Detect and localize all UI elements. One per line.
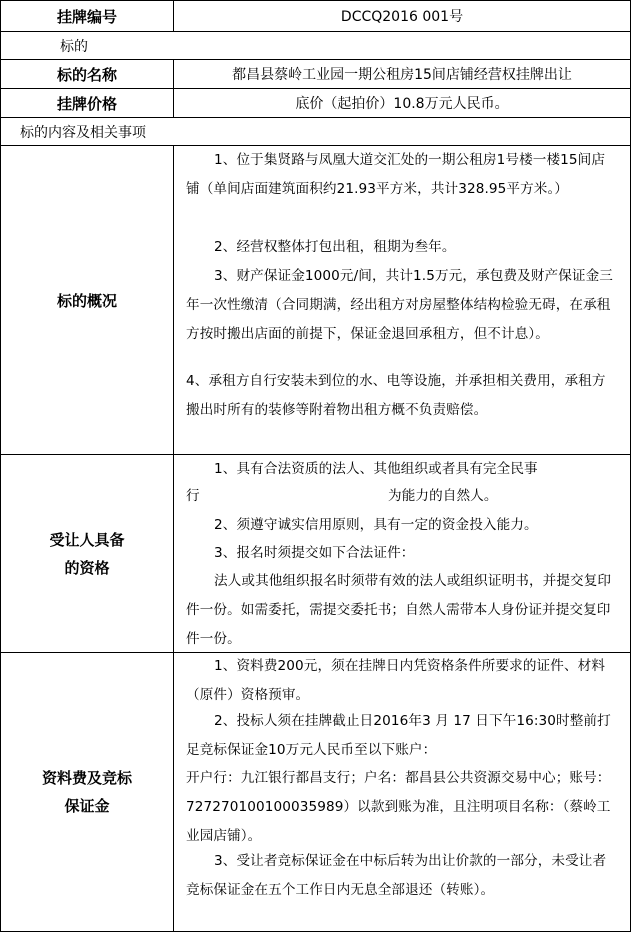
overview-label: 标的概况 xyxy=(56,291,117,310)
overview-item-2: 2、经营权整体打包出租，租期为叁年。 xyxy=(214,239,456,255)
fees-item-1: 1、资料费200元，须在挂牌日内凭资格条件所要求的证件、材料（原件）资格预审。 xyxy=(186,658,606,703)
qualification-item-1a: 1、具有合法资质的法人、其他组织或者具有完全民事 xyxy=(214,461,538,477)
fees-label xyxy=(1,653,173,931)
qualification-label-line2: 的资格 xyxy=(64,558,110,577)
qualification-label xyxy=(1,455,173,652)
overview-item-3: 3、财产保证金1000元/间，共计1.5万元，承包费及财产保证金三年一次性缴清（合同期满，经出租方对房屋整体结构检验无碍，在承租方按时搬出店面的前提下，保证金退回承租方，但不计息）。 xyxy=(186,268,613,342)
listing-price-value: 底价（起拍价）10.8万元人民币。 xyxy=(295,96,509,112)
overview-item-1: 1、位于集贤路与凤凰大道交汇处的一期公租房1号楼一楼15间店铺（单间店面建筑面积约21.93平方米，共计328.95平方米。） xyxy=(186,152,606,197)
fees-item-2: 2、投标人须在挂牌截止日2016年3 月 17 日下午16:30时整前打足竞标保证金10万元人民币至以下账户： xyxy=(186,713,611,758)
subject-name-value: 都昌县蔡岭工业园一期公租房15间店铺经营权挂牌出让 xyxy=(232,67,572,83)
qualification-item-4: 法人或其他组织报名时须带有效的法人或组织证明书，并提交复印件一份。如需委托，需提交委托书；自然人需带本人身份证并提交复印件一份。 xyxy=(186,573,612,647)
listing-number-label: 挂牌编号 xyxy=(56,7,117,26)
qualification-item-1b-left: 行 xyxy=(186,488,200,504)
fees-item-4: 3、受让者竞标保证金在中标后转为出让价款的一部分，未受让者竞标保证金在五个工作日内无息全部退还（转账）。 xyxy=(186,853,607,898)
fees-item-3: 开户行：九江银行都昌支行；户名：都昌县公共资源交易中心；账号：727270100100035989）以款到账为准，且注明项目名称：（蔡岭工业园店铺）。 xyxy=(186,770,611,844)
listing-price-label: 挂牌价格 xyxy=(56,94,117,113)
qualification-item-2: 2、须遵守诚实信用原则，具有一定的资金投入能力。 xyxy=(214,517,538,533)
overview-item-4: 4、承租方自行安装未到位的水、电等设施，并承担相关费用，承租方搬出时所有的装修等附着物出租方概不负责赔偿。 xyxy=(186,373,606,418)
fees-label-line1: 资料费及竞标 xyxy=(41,769,132,787)
qualification-item-1b-right: 为能力的自然人。 xyxy=(388,488,498,504)
listing-number-value: DCCQ2016 001号 xyxy=(340,9,464,25)
qualification-label-line1: 受让人具备 xyxy=(49,530,125,549)
row-divider xyxy=(0,931,631,932)
subject-heading: 标的 xyxy=(60,38,88,55)
col-divider xyxy=(173,145,174,932)
subject-name-label: 标的名称 xyxy=(56,65,117,84)
subject-content-heading: 标的内容及相关事项 xyxy=(20,124,146,141)
qualification-item-3: 3、报名时须提交如下合法证件： xyxy=(214,545,415,561)
fees-label-line2: 保证金 xyxy=(64,797,110,815)
